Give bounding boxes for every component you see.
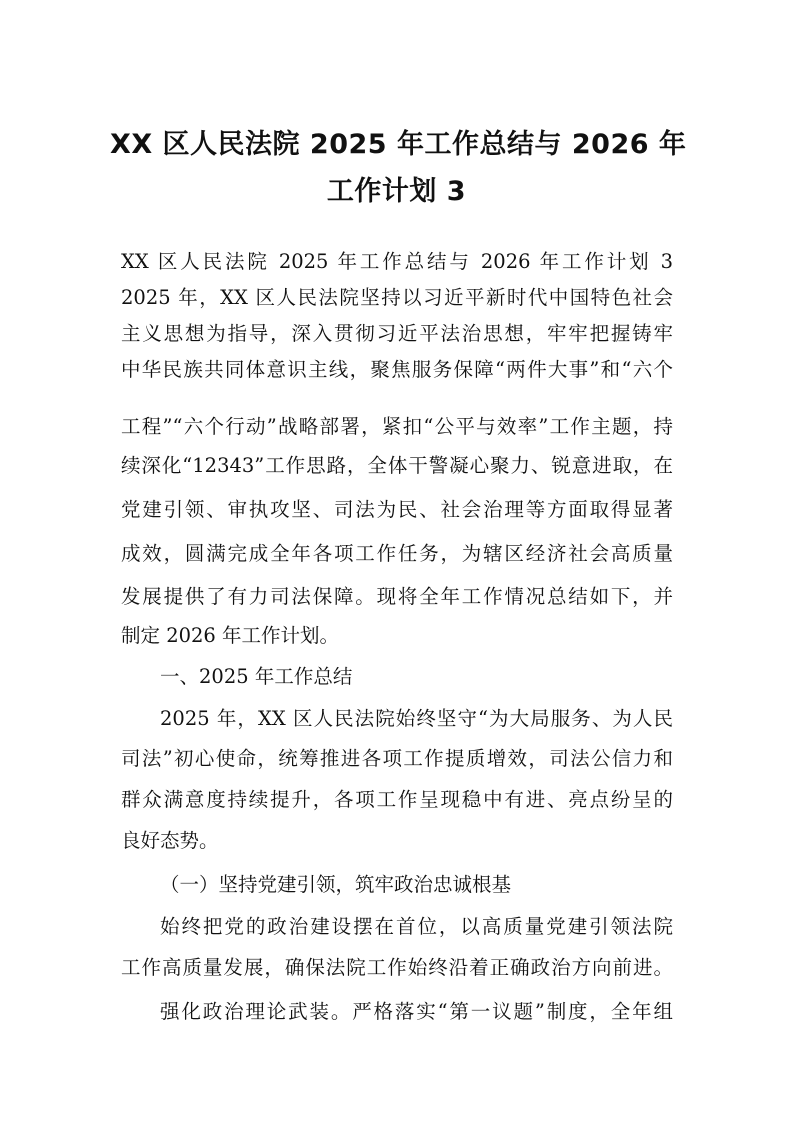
body-text-line: 主义思想为指导，深入贯彻习近平法治思想，牢牢把握铸牢 (121, 322, 673, 345)
body-text-line: 制定 2026 年工作计划。 (121, 624, 340, 647)
body-text-line: 2025 年，XX 区人民法院始终坚守“为大局服务、为人民 (160, 707, 673, 730)
document-title-line-1: XX 区人民法院 2025 年工作总结与 2026 年 (110, 129, 687, 160)
body-text-line: 良好态势。 (121, 829, 219, 852)
body-text-line: 2025 年，XX 区人民法院坚持以习近平新时代中国特色社会 (121, 286, 673, 309)
subsection-heading: （一）坚持党建引领，筑牢政治忠诚根基 (160, 873, 512, 896)
body-text-line: 中华民族共同体意识主线，聚焦服务保障“两件大事”和“六个 (121, 358, 673, 381)
body-text-line: 群众满意度持续提升，各项工作呈现稳中有进、亮点纷呈的 (121, 788, 673, 811)
body-text-line: XX 区人民法院 2025 年工作总结与 2026 年工作计划 3 (121, 250, 673, 273)
body-text-line: 工程”“六个行动”战略部署，紧扣“公平与效率”工作主题，持 (121, 415, 673, 438)
body-text-line: 党建引领、审执攻坚、司法为民、社会治理等方面取得显著 (121, 498, 673, 521)
body-text-line: 始终把党的政治建设摆在首位，以高质量党建引领法院 (160, 915, 673, 938)
body-text-line: 司法”初心使命，统筹推进各项工作提质增效，司法公信力和 (121, 747, 673, 770)
body-text-line: 强化政治理论武装。严格落实“第一议题”制度，全年组 (160, 1000, 673, 1023)
body-text-line: 发展提供了有力司法保障。现将全年工作情况总结如下，并 (121, 585, 673, 608)
section-heading: 一、2025 年工作总结 (160, 665, 353, 688)
body-text-line: 成效，圆满完成全年各项工作任务，为辖区经济社会高质量 (121, 542, 673, 565)
body-text-line: 续深化“12343”工作思路，全体干警凝心聚力、锐意进取，在 (121, 454, 673, 477)
body-text-line: 工作高质量发展，确保法院工作始终沿着正确政治方向前进。 (121, 956, 673, 979)
document-title-line-2: 工作计划 3 (326, 176, 467, 207)
